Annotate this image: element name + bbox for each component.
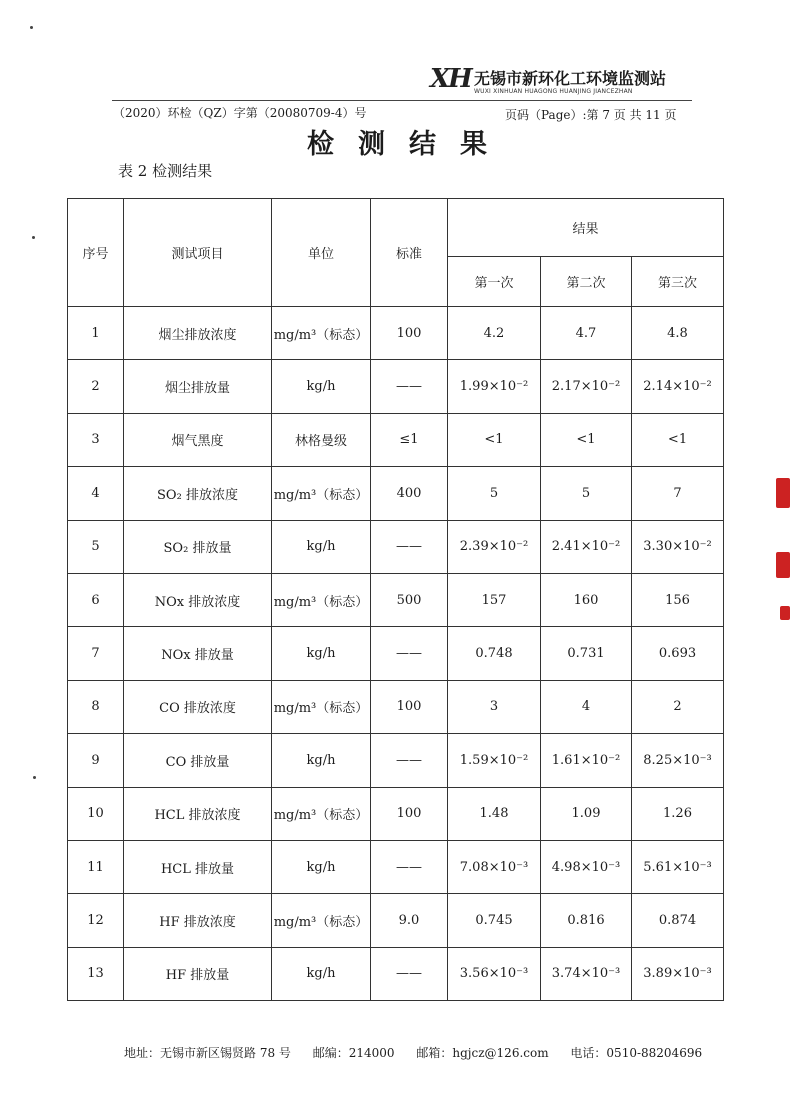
cell-r2: 0.816 xyxy=(541,894,632,947)
cell-r3: 2 xyxy=(632,680,724,733)
cell-item: SO₂ 排放量 xyxy=(124,520,272,573)
cell-r2: 1.09 xyxy=(541,787,632,840)
cell-r2: 3.74×10⁻³ xyxy=(541,947,632,1000)
footer-phone: 电话：0510-88204696 xyxy=(570,1046,703,1060)
cell-r3: 8.25×10⁻³ xyxy=(632,734,724,787)
cell-std: 100 xyxy=(371,307,448,360)
cell-no: 12 xyxy=(68,894,124,947)
cell-r1: 7.08×10⁻³ xyxy=(448,840,541,893)
cell-item: SO₂ 排放浓度 xyxy=(124,467,272,520)
cell-r3: 3.89×10⁻³ xyxy=(632,947,724,1000)
header-result: 结果 xyxy=(448,199,724,257)
cell-item: 烟尘排放浓度 xyxy=(124,307,272,360)
cell-r2: 4 xyxy=(541,680,632,733)
cell-r3: 5.61×10⁻³ xyxy=(632,840,724,893)
table-row xyxy=(68,787,724,840)
cell-no: 9 xyxy=(68,734,124,787)
cell-r1: 5 xyxy=(448,467,541,520)
seal-edge-mark xyxy=(776,552,790,578)
cell-r3: 7 xyxy=(632,467,724,520)
cell-std: —— xyxy=(371,840,448,893)
header-third: 第三次 xyxy=(632,257,724,307)
table-row xyxy=(68,573,724,626)
cell-item: NOx 排放浓度 xyxy=(124,573,272,626)
page-info: 页码（Page）:第 7 页 共 11 页 xyxy=(505,108,677,122)
logo-mark: XH xyxy=(430,64,471,94)
cell-r1: 1.48 xyxy=(448,787,541,840)
table-row xyxy=(68,734,724,787)
cell-r2: 5 xyxy=(541,467,632,520)
cell-r1: 4.2 xyxy=(448,307,541,360)
cell-r2: 1.61×10⁻² xyxy=(541,734,632,787)
table-row xyxy=(68,307,724,360)
cell-no: 7 xyxy=(68,627,124,680)
table-row xyxy=(68,520,724,573)
cell-unit: kg/h xyxy=(272,947,371,1000)
cell-r1: 1.59×10⁻² xyxy=(448,734,541,787)
cell-std: 500 xyxy=(371,573,448,626)
table-row xyxy=(68,627,724,680)
cell-no: 2 xyxy=(68,360,124,413)
cell-r2: 2.17×10⁻² xyxy=(541,360,632,413)
cell-r1: <1 xyxy=(448,413,541,466)
cell-item: 烟尘排放量 xyxy=(124,360,272,413)
cell-r1: 3.56×10⁻³ xyxy=(448,947,541,1000)
cell-std: ≤1 xyxy=(371,413,448,466)
header-second: 第二次 xyxy=(541,257,632,307)
cell-r2: <1 xyxy=(541,413,632,466)
logo-subtitle: WUXI XINHUAN HUAGONG HUANJING JIANCEZHAN xyxy=(474,88,633,95)
cell-item: HF 排放量 xyxy=(124,947,272,1000)
cell-r3: 0.874 xyxy=(632,894,724,947)
cell-item: 烟气黑度 xyxy=(124,413,272,466)
cell-r1: 3 xyxy=(448,680,541,733)
cell-unit: kg/h xyxy=(272,840,371,893)
results-table xyxy=(67,198,724,1001)
header-unit: 单位 xyxy=(272,199,371,307)
cell-unit: kg/h xyxy=(272,734,371,787)
cell-unit: mg/m³（标态） xyxy=(272,467,371,520)
header-item: 测试项目 xyxy=(124,199,272,307)
document-number: （2020）环检（QZ）字第（20080709-4）号 xyxy=(113,106,367,120)
logo-name: 无锡市新环化工环境监测站 xyxy=(474,69,667,88)
cell-unit: mg/m³（标态） xyxy=(272,787,371,840)
header-first: 第一次 xyxy=(448,257,541,307)
cell-item: HCL 排放浓度 xyxy=(124,787,272,840)
table-row xyxy=(68,413,724,466)
cell-r3: 156 xyxy=(632,573,724,626)
cell-r3: <1 xyxy=(632,413,724,466)
cell-no: 13 xyxy=(68,947,124,1000)
footer-email: 邮箱：hgjcz@126.com xyxy=(416,1046,549,1060)
table-row xyxy=(68,680,724,733)
cell-unit: 林格曼级 xyxy=(272,413,371,466)
cell-no: 1 xyxy=(68,307,124,360)
cell-no: 10 xyxy=(68,787,124,840)
cell-no: 8 xyxy=(68,680,124,733)
cell-r1: 157 xyxy=(448,573,541,626)
cell-r3: 4.8 xyxy=(632,307,724,360)
table-row xyxy=(68,840,724,893)
table-row xyxy=(68,947,724,1000)
cell-r1: 1.99×10⁻² xyxy=(448,360,541,413)
cell-no: 4 xyxy=(68,467,124,520)
cell-r2: 4.7 xyxy=(541,307,632,360)
cell-r1: 0.745 xyxy=(448,894,541,947)
cell-r2: 160 xyxy=(541,573,632,626)
cell-r3: 2.14×10⁻² xyxy=(632,360,724,413)
cell-std: —— xyxy=(371,947,448,1000)
cell-no: 11 xyxy=(68,840,124,893)
scan-speck xyxy=(30,26,33,29)
cell-std: —— xyxy=(371,627,448,680)
cell-item: NOx 排放量 xyxy=(124,627,272,680)
cell-r3: 1.26 xyxy=(632,787,724,840)
cell-unit: kg/h xyxy=(272,627,371,680)
cell-unit: mg/m³（标态） xyxy=(272,894,371,947)
scan-speck xyxy=(32,236,35,239)
table-row xyxy=(68,360,724,413)
cell-unit: mg/m³（标态） xyxy=(272,307,371,360)
station-logo xyxy=(430,62,690,102)
cell-r2: 0.731 xyxy=(541,627,632,680)
seal-edge-mark xyxy=(780,606,790,620)
footer-address: 地址：无锡市新区锡贤路 78 号 xyxy=(124,1046,291,1060)
cell-std: —— xyxy=(371,360,448,413)
seal-edge-mark xyxy=(776,478,790,508)
cell-r3: 3.30×10⁻² xyxy=(632,520,724,573)
table-row xyxy=(68,894,724,947)
cell-std: 9.0 xyxy=(371,894,448,947)
cell-item: CO 排放浓度 xyxy=(124,680,272,733)
cell-item: CO 排放量 xyxy=(124,734,272,787)
table-caption: 表 2 检测结果 xyxy=(118,162,213,180)
cell-std: 100 xyxy=(371,680,448,733)
cell-unit: kg/h xyxy=(272,520,371,573)
cell-std: —— xyxy=(371,734,448,787)
cell-unit: kg/h xyxy=(272,360,371,413)
cell-item: HF 排放浓度 xyxy=(124,894,272,947)
cell-r1: 2.39×10⁻² xyxy=(448,520,541,573)
table-row xyxy=(68,467,724,520)
cell-r2: 2.41×10⁻² xyxy=(541,520,632,573)
cell-item: HCL 排放量 xyxy=(124,840,272,893)
cell-std: —— xyxy=(371,520,448,573)
cell-r1: 0.748 xyxy=(448,627,541,680)
cell-unit: mg/m³（标态） xyxy=(272,680,371,733)
cell-no: 3 xyxy=(68,413,124,466)
cell-std: 400 xyxy=(371,467,448,520)
cell-r3: 0.693 xyxy=(632,627,724,680)
scan-speck xyxy=(33,776,36,779)
cell-r2: 4.98×10⁻³ xyxy=(541,840,632,893)
header-seq: 序号 xyxy=(68,199,124,307)
cell-unit: mg/m³（标态） xyxy=(272,573,371,626)
header-divider xyxy=(112,100,692,101)
page-title: 检测结果 xyxy=(307,129,511,160)
cell-no: 5 xyxy=(68,520,124,573)
footer-postcode: 邮编：214000 xyxy=(312,1046,395,1060)
cell-std: 100 xyxy=(371,787,448,840)
header-standard: 标准 xyxy=(371,199,448,307)
footer-contact xyxy=(124,1044,720,1061)
cell-no: 6 xyxy=(68,573,124,626)
